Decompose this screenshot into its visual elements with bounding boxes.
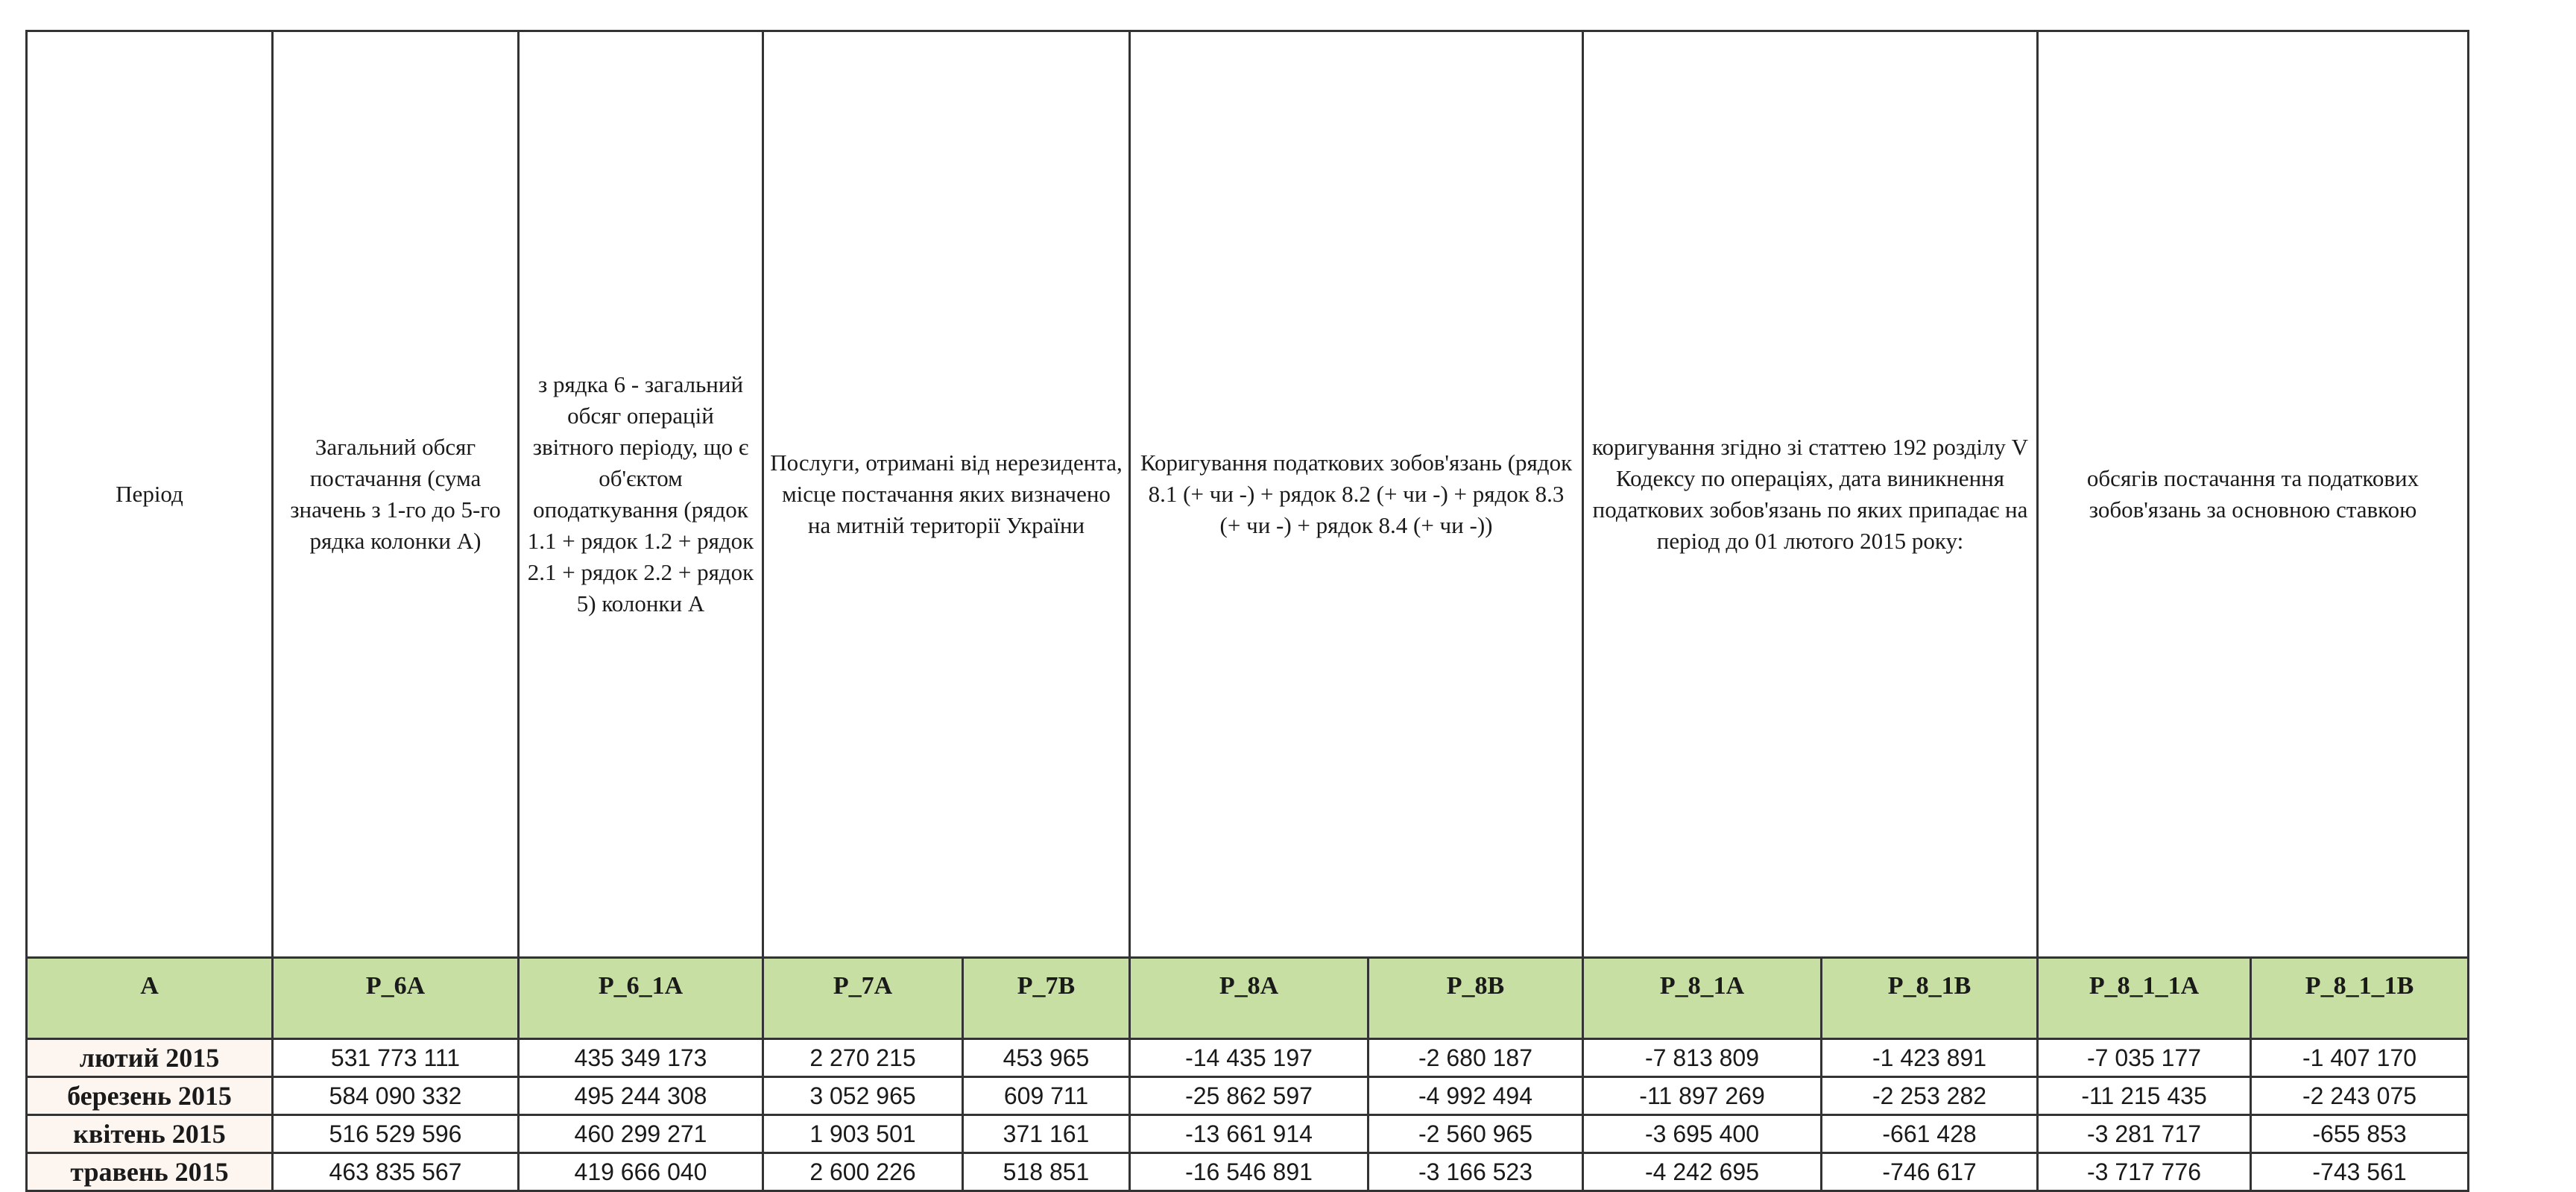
table-cell: -661 428	[1822, 1115, 2038, 1153]
table-row	[27, 1077, 2469, 1115]
table-cell: 3 052 965	[763, 1077, 963, 1115]
row-period: квітень 2015	[27, 1115, 273, 1153]
table-cell: -11 897 269	[1583, 1077, 1822, 1115]
table-cell: -2 253 282	[1822, 1077, 2038, 1115]
table-cell: 453 965	[963, 1039, 1130, 1077]
header-basic-rate: обсягів постачання та податкових зобов'язань за основною ставкою	[2038, 31, 2469, 958]
table-cell: -16 546 891	[1130, 1153, 1368, 1191]
table-cell: -3 281 717	[2038, 1115, 2251, 1153]
header-article-192-adjustments: коригування згідно зі статтею 192 розділу V Кодексу по операціях, дата виникнення податкових зобов'язань по яких припадає на період до 01 лютого 2015 року:	[1583, 31, 2038, 958]
column-code: Р_6А	[273, 958, 519, 1039]
row-period: травень 2015	[27, 1153, 273, 1191]
table-cell: 518 851	[963, 1153, 1130, 1191]
header-total-supply: Загальний обсяг постачання (сума значень з 1-го до 5-го рядка колонки А)	[273, 31, 519, 958]
column-code: А	[27, 958, 273, 1039]
header-taxable-operations: з рядка 6 - загальний обсяг операцій звітного періоду, що є об'єктом оподаткування (рядок 1.1 + рядок 1.2 + рядок 2.1 + рядок 2.2 + рядок 5) колонки А	[519, 31, 763, 958]
table-row	[27, 1115, 2469, 1153]
column-code: Р_8_1_1В	[2251, 958, 2469, 1039]
column-code: Р_8А	[1130, 958, 1368, 1039]
table-cell: -3 717 776	[2038, 1153, 2251, 1191]
header-nonresident-services: Послуги, отримані від нерезидента, місце постачання яких визначено на митній території України	[763, 31, 1130, 958]
table-cell: -3 166 523	[1368, 1153, 1583, 1191]
table-cell: -1 423 891	[1822, 1039, 2038, 1077]
table-cell: -7 813 809	[1583, 1039, 1822, 1077]
table-cell: -2 243 075	[2251, 1077, 2469, 1115]
table-cell: -4 242 695	[1583, 1153, 1822, 1191]
table-cell: -655 853	[2251, 1115, 2469, 1153]
table-cell: -3 695 400	[1583, 1115, 1822, 1153]
column-code: Р_6_1А	[519, 958, 763, 1039]
table-cell: 2 270 215	[763, 1039, 963, 1077]
table-cell: -4 992 494	[1368, 1077, 1583, 1115]
table-cell: 419 666 040	[519, 1153, 763, 1191]
column-code: Р_8_1_1А	[2038, 958, 2251, 1039]
table-cell: 2 600 226	[763, 1153, 963, 1191]
tax-report-table	[25, 30, 2469, 1192]
header-row	[27, 31, 2469, 958]
table-cell: 460 299 271	[519, 1115, 763, 1153]
table-cell: -746 617	[1822, 1153, 2038, 1191]
column-code: Р_7В	[963, 958, 1130, 1039]
header-period: Період	[27, 31, 273, 958]
table-cell: 371 161	[963, 1115, 1130, 1153]
table-cell: -25 862 597	[1130, 1077, 1368, 1115]
table-cell: 531 773 111	[273, 1039, 519, 1077]
table-cell: -743 561	[2251, 1153, 2469, 1191]
table-cell: -7 035 177	[2038, 1039, 2251, 1077]
column-code: Р_8_1В	[1822, 958, 2038, 1039]
table-cell: 1 903 501	[763, 1115, 963, 1153]
table-cell: -11 215 435	[2038, 1077, 2251, 1115]
table-row	[27, 1039, 2469, 1077]
table-row	[27, 1153, 2469, 1191]
table-cell: 435 349 173	[519, 1039, 763, 1077]
table-cell: -2 560 965	[1368, 1115, 1583, 1153]
table-cell: -14 435 197	[1130, 1039, 1368, 1077]
table-cell: -1 407 170	[2251, 1039, 2469, 1077]
table-cell: 584 090 332	[273, 1077, 519, 1115]
column-code: Р_8_1А	[1583, 958, 1822, 1039]
table-cell: -13 661 914	[1130, 1115, 1368, 1153]
table-cell: -2 680 187	[1368, 1039, 1583, 1077]
table-cell: 463 835 567	[273, 1153, 519, 1191]
table-cell: 495 244 308	[519, 1077, 763, 1115]
column-code: Р_7А	[763, 958, 963, 1039]
table-cell: 516 529 596	[273, 1115, 519, 1153]
column-code: Р_8В	[1368, 958, 1583, 1039]
header-tax-adjustments: Коригування податкових зобов'язань (рядок 8.1 (+ чи -) + рядок 8.2 (+ чи -) + рядок 8.3 (+ чи -) + рядок 8.4 (+ чи -))	[1130, 31, 1583, 958]
row-period: лютий 2015	[27, 1039, 273, 1077]
row-period: березень 2015	[27, 1077, 273, 1115]
table-cell: 609 711	[963, 1077, 1130, 1115]
column-codes-row	[27, 958, 2469, 1039]
